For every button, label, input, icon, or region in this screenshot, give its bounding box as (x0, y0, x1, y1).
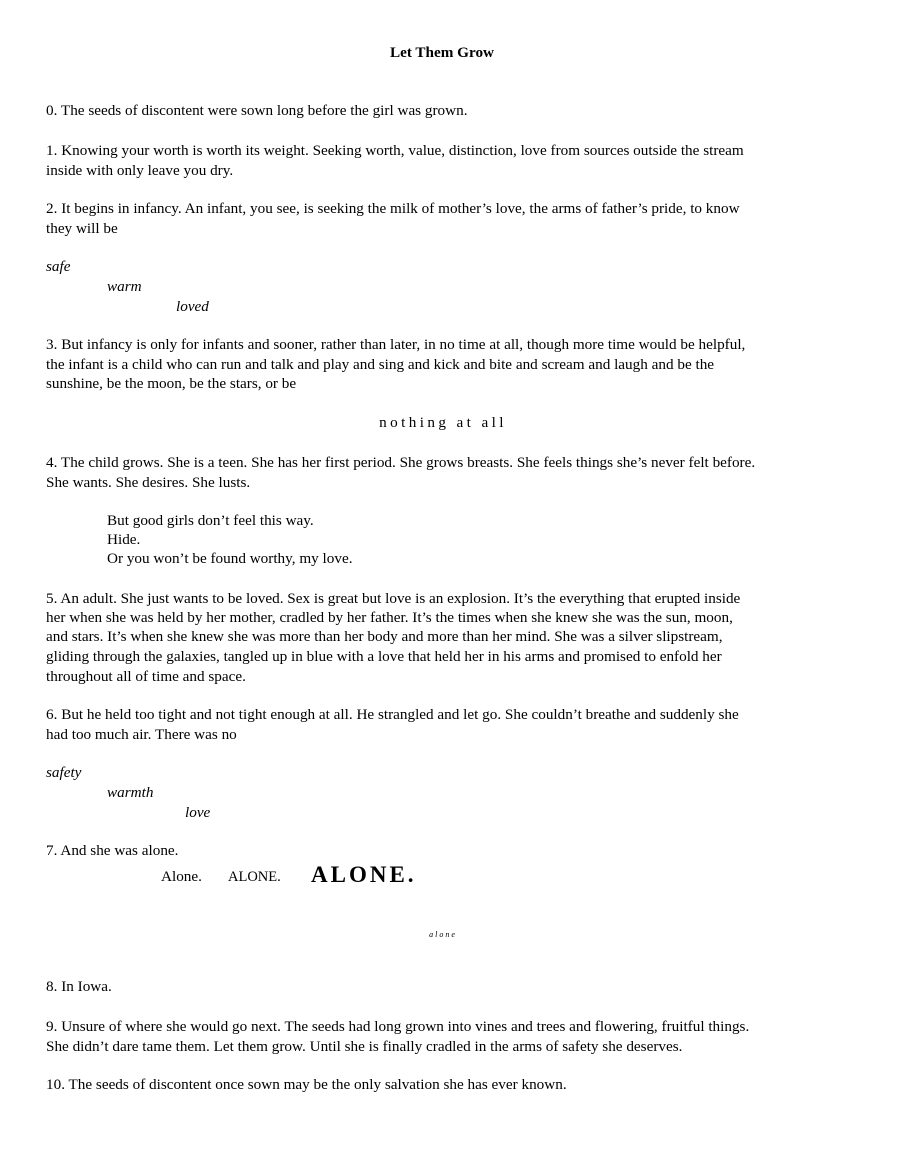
nothing-at-all: nothing at all (379, 414, 507, 431)
alone-3: ALONE. (311, 862, 417, 887)
document-title: Let Them Grow (389, 44, 495, 61)
alone-1: Alone. (161, 868, 202, 885)
stanza-7: 7. And she was alone. (46, 842, 179, 859)
stanza-3-line-1: 3. But infancy is only for infants and sooner, rather than later, in no time at all, though more time would be helpful, (46, 336, 746, 353)
alone-2: ALONE. (228, 869, 281, 885)
indent-line-2: Hide. (107, 531, 141, 548)
word-love: love (185, 804, 211, 821)
stanza-8: 8. In Iowa. (46, 978, 112, 995)
alone-small: alone (429, 930, 457, 939)
stanza-5-line-4: gliding through the galaxies, tangled up in blue with a love that held her in his arms and promised to enfold her (46, 648, 722, 665)
stanza-5-line-2: her when she was held by her mother, cradled by her father. It’s the times when she knew she was the sun, moon, (46, 609, 733, 626)
stanza-3-line-2: the infant is a child who can run and talk and play and sing and kick and bite and scream and laugh and be the (46, 356, 715, 373)
stanza-2-line-1: 2. It begins in infancy. An infant, you see, is seeking the milk of mother’s love, the arms of father’s pride, to know (46, 200, 740, 217)
stanza-4-line-2: She wants. She desires. She lusts. (46, 474, 251, 491)
stanza-5-line-3: and stars. It’s when she knew she was more than her body and more than her mind. She was a silver slipstream, (46, 628, 723, 645)
stanza-9-line-2: She didn’t dare tame them. Let them grow. Until she is finally cradled in the arms of safety she deserves. (46, 1038, 683, 1055)
indent-line-3: Or you won’t be found worthy, my love. (107, 550, 353, 567)
stanza-4-line-1: 4. The child grows. She is a teen. She has her first period. She grows breasts. She feels things she’s never felt before. (46, 454, 756, 471)
stanza-1-line-2: inside with only leave you dry. (46, 162, 234, 179)
stanza-10: 10. The seeds of discontent once sown may be the only salvation she has ever known. (46, 1076, 567, 1093)
word-warm: warm (107, 278, 142, 295)
word-safe: safe (46, 258, 71, 275)
word-warmth: warmth (107, 784, 154, 801)
stanza-1-line-1: 1. Knowing your worth is worth its weight. Seeking worth, value, distinction, love from sources outside the stream (46, 142, 744, 159)
stanza-2-line-2: they will be (46, 220, 118, 237)
indent-line-1: But good girls don’t feel this way. (107, 512, 314, 529)
stanza-5-line-5: throughout all of time and space. (46, 668, 246, 685)
stanza-6-line-1: 6. But he held too tight and not tight enough at all. He strangled and let go. She couldn’t breathe and suddenly she (46, 706, 739, 723)
stanza-0: 0. The seeds of discontent were sown long before the girl was grown. (46, 102, 468, 119)
stanza-5-line-1: 5. An adult. She just wants to be loved. Sex is great but love is an explosion. It’s the everything that erupted inside (46, 590, 741, 607)
stanza-6-line-2: had too much air. There was no (46, 726, 237, 743)
word-loved: loved (176, 298, 209, 315)
word-safety: safety (46, 764, 82, 781)
stanza-9-line-1: 9. Unsure of where she would go next. The seeds had long grown into vines and trees and flowering, fruitful things. (46, 1018, 750, 1035)
stanza-3-line-3: sunshine, be the moon, be the stars, or be (46, 375, 297, 392)
